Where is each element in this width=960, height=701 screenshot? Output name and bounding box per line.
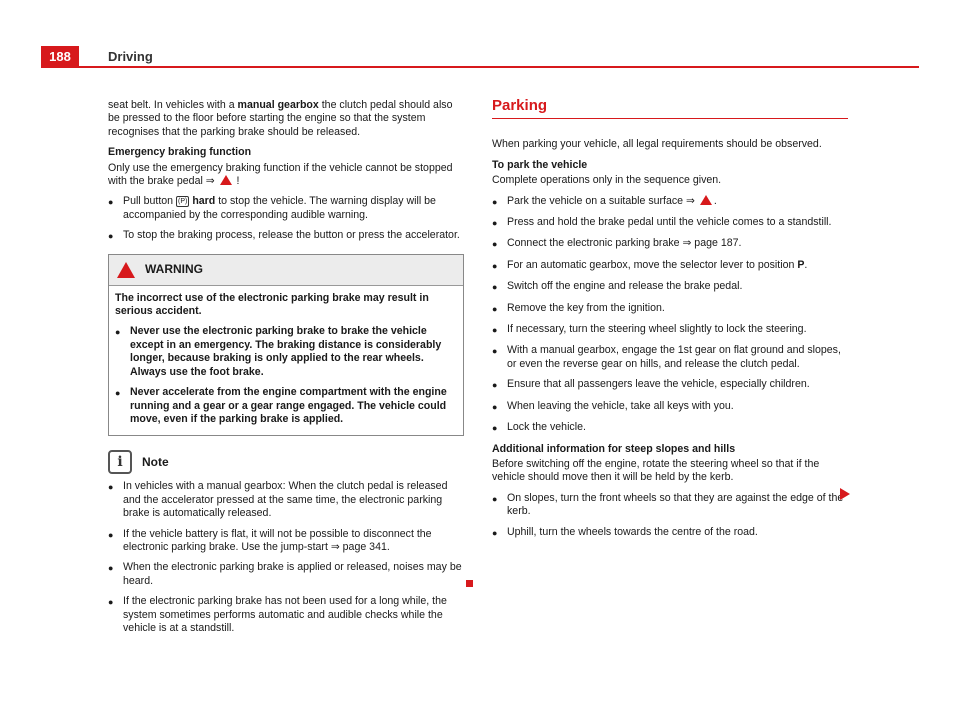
right-column xyxy=(492,99,848,547)
header-divider xyxy=(41,66,919,68)
bullet-icon: ● xyxy=(108,597,114,608)
bullet-icon: ● xyxy=(492,423,498,434)
warning-triangle-icon xyxy=(117,262,135,278)
list-item: ● In vehicles with a manual gearbox: When the clutch pedal is released and the accelerator pressed at the same time, the electronic parking brake is automatically released. xyxy=(108,480,448,520)
bullet-icon: ● xyxy=(492,239,498,250)
list-item: ● For an automatic gearbox, move the selector lever to position P. xyxy=(492,259,848,273)
chapter-title: Driving xyxy=(108,49,153,64)
list-item: ● When leaving the vehicle, take all keys with you. xyxy=(492,400,848,414)
section-end-icon xyxy=(466,580,473,587)
list-item: ● Connect the electronic parking brake ⇒ page 187. xyxy=(492,237,848,251)
list-item: ● Pull button (P) hard to stop the vehicle. The warning display will be accompanied by the corresponding audible warning. xyxy=(108,195,436,221)
note-header xyxy=(108,450,464,474)
info-icon: i xyxy=(108,450,132,474)
intro-paragraph: seat belt. In vehicles with a manual gearbox the clutch pedal should also be pressed to the floor before starting the engine so that the system recognises that the parking brake should be released. xyxy=(108,99,453,138)
continue-arrow-icon xyxy=(840,488,850,500)
list-item: ● Park the vehicle on a suitable surface ⇒ . xyxy=(492,195,848,209)
bullet-icon: ● xyxy=(108,197,114,208)
list-item: ● Press and hold the brake pedal until the vehicle comes to a standstill. xyxy=(492,216,848,230)
list-item: ● Ensure that all passengers leave the vehicle, especially children. xyxy=(492,378,848,392)
list-item: ● Never accelerate from the engine compartment with the engine running and a gear or a gear range engaged. The vehicle could move, even if the parking brake is applied. xyxy=(115,386,447,425)
note-title: Note xyxy=(142,454,169,469)
bullet-icon: ● xyxy=(108,231,114,242)
park-heading: To park the vehicle xyxy=(492,158,588,171)
parking-intro: When parking your vehicle, all legal requirements should be observed. xyxy=(492,138,822,151)
bullet-icon: ● xyxy=(492,346,498,357)
slopes-text: Before switching off the engine, rotate the steering wheel so that if the vehicle should move then it will be held by the kerb. xyxy=(492,457,820,484)
list-item: ● Lock the vehicle. xyxy=(492,421,848,435)
park-subtext: Complete operations only in the sequence given. xyxy=(492,174,722,187)
bullet-icon: ● xyxy=(492,493,498,504)
parking-brake-button-icon: (P) xyxy=(178,198,188,206)
warning-header xyxy=(109,255,463,286)
warning-box xyxy=(108,254,464,437)
bullet-icon: ● xyxy=(108,482,114,493)
list-item: ● Remove the key from the ignition. xyxy=(492,302,848,316)
bullet-icon: ● xyxy=(492,282,498,293)
bullet-icon: ● xyxy=(492,218,498,229)
bullet-icon: ● xyxy=(108,529,114,540)
emergency-text: Only use the emergency braking function if the vehicle cannot be stopped with the brake pedal ⇒ ! xyxy=(108,161,453,188)
list-item: ● If necessary, turn the steering wheel slightly to lock the steering. xyxy=(492,323,848,337)
left-column xyxy=(108,99,464,642)
bullet-icon: ● xyxy=(108,563,114,574)
slopes-heading: Additional information for steep slopes and hills xyxy=(492,442,736,455)
warning-triangle-icon xyxy=(700,195,712,205)
bullet-icon: ● xyxy=(492,527,498,538)
section-title: Parking xyxy=(492,99,848,119)
bullet-icon: ● xyxy=(492,325,498,336)
warning-body: The incorrect use of the electronic parking brake may result in serious accident. ● Never use the electronic parking brake to brake the vehicle except in an emergency. The braking distance is considerably longer, because braking is only applied to the rear wheels. Always use the foot brake. ● Never accelerate from the engine compartment with the engine running and a gear or a gear range engaged. The vehicle could move, even if the parking brake is applied. xyxy=(109,286,463,436)
list-item: ● Uphill, turn the wheels towards the centre of the road. xyxy=(492,526,848,540)
emergency-heading: Emergency braking function xyxy=(108,146,252,159)
list-item: ● If the vehicle battery is flat, it will not be possible to disconnect the electronic parking brake. Use the jump-start ⇒ page 341. xyxy=(108,527,432,553)
bullet-icon: ● xyxy=(492,196,498,207)
list-item: ● Switch off the engine and release the brake pedal. xyxy=(492,280,848,294)
bullet-icon: ● xyxy=(492,401,498,412)
page-number: 188 xyxy=(41,46,79,67)
list-item: ● When the electronic parking brake is applied or released, noises may be heard. xyxy=(108,561,462,587)
list-item: ● With a manual gearbox, engage the 1st gear on flat ground and slopes, or even the reverse gear on hills, and release the clutch pedal. xyxy=(492,344,841,370)
bullet-icon: ● xyxy=(115,388,121,399)
bullet-icon: ● xyxy=(115,327,121,338)
list-item: ● To stop the braking process, release the button or press the accelerator. xyxy=(108,229,464,243)
bullet-icon: ● xyxy=(492,380,498,391)
manual-gearbox-term: manual gearbox xyxy=(237,99,319,111)
list-item: ● On slopes, turn the front wheels so that they are against the edge of the kerb. xyxy=(492,491,844,518)
list-item: ● Never use the electronic parking brake to brake the vehicle except in an emergency. The braking distance is considerably longer, because braking is only applied to the rear wheels. Always use the foot brake. xyxy=(115,325,442,378)
warning-triangle-icon xyxy=(220,175,232,185)
bullet-icon: ● xyxy=(492,260,498,271)
list-item: ● If the electronic parking brake has not been used for a long while, the system sometimes performs automatic and audible checks while the vehicle is at a standstill. xyxy=(108,595,447,634)
warning-title: WARNING xyxy=(145,261,203,276)
bullet-icon: ● xyxy=(492,303,498,314)
